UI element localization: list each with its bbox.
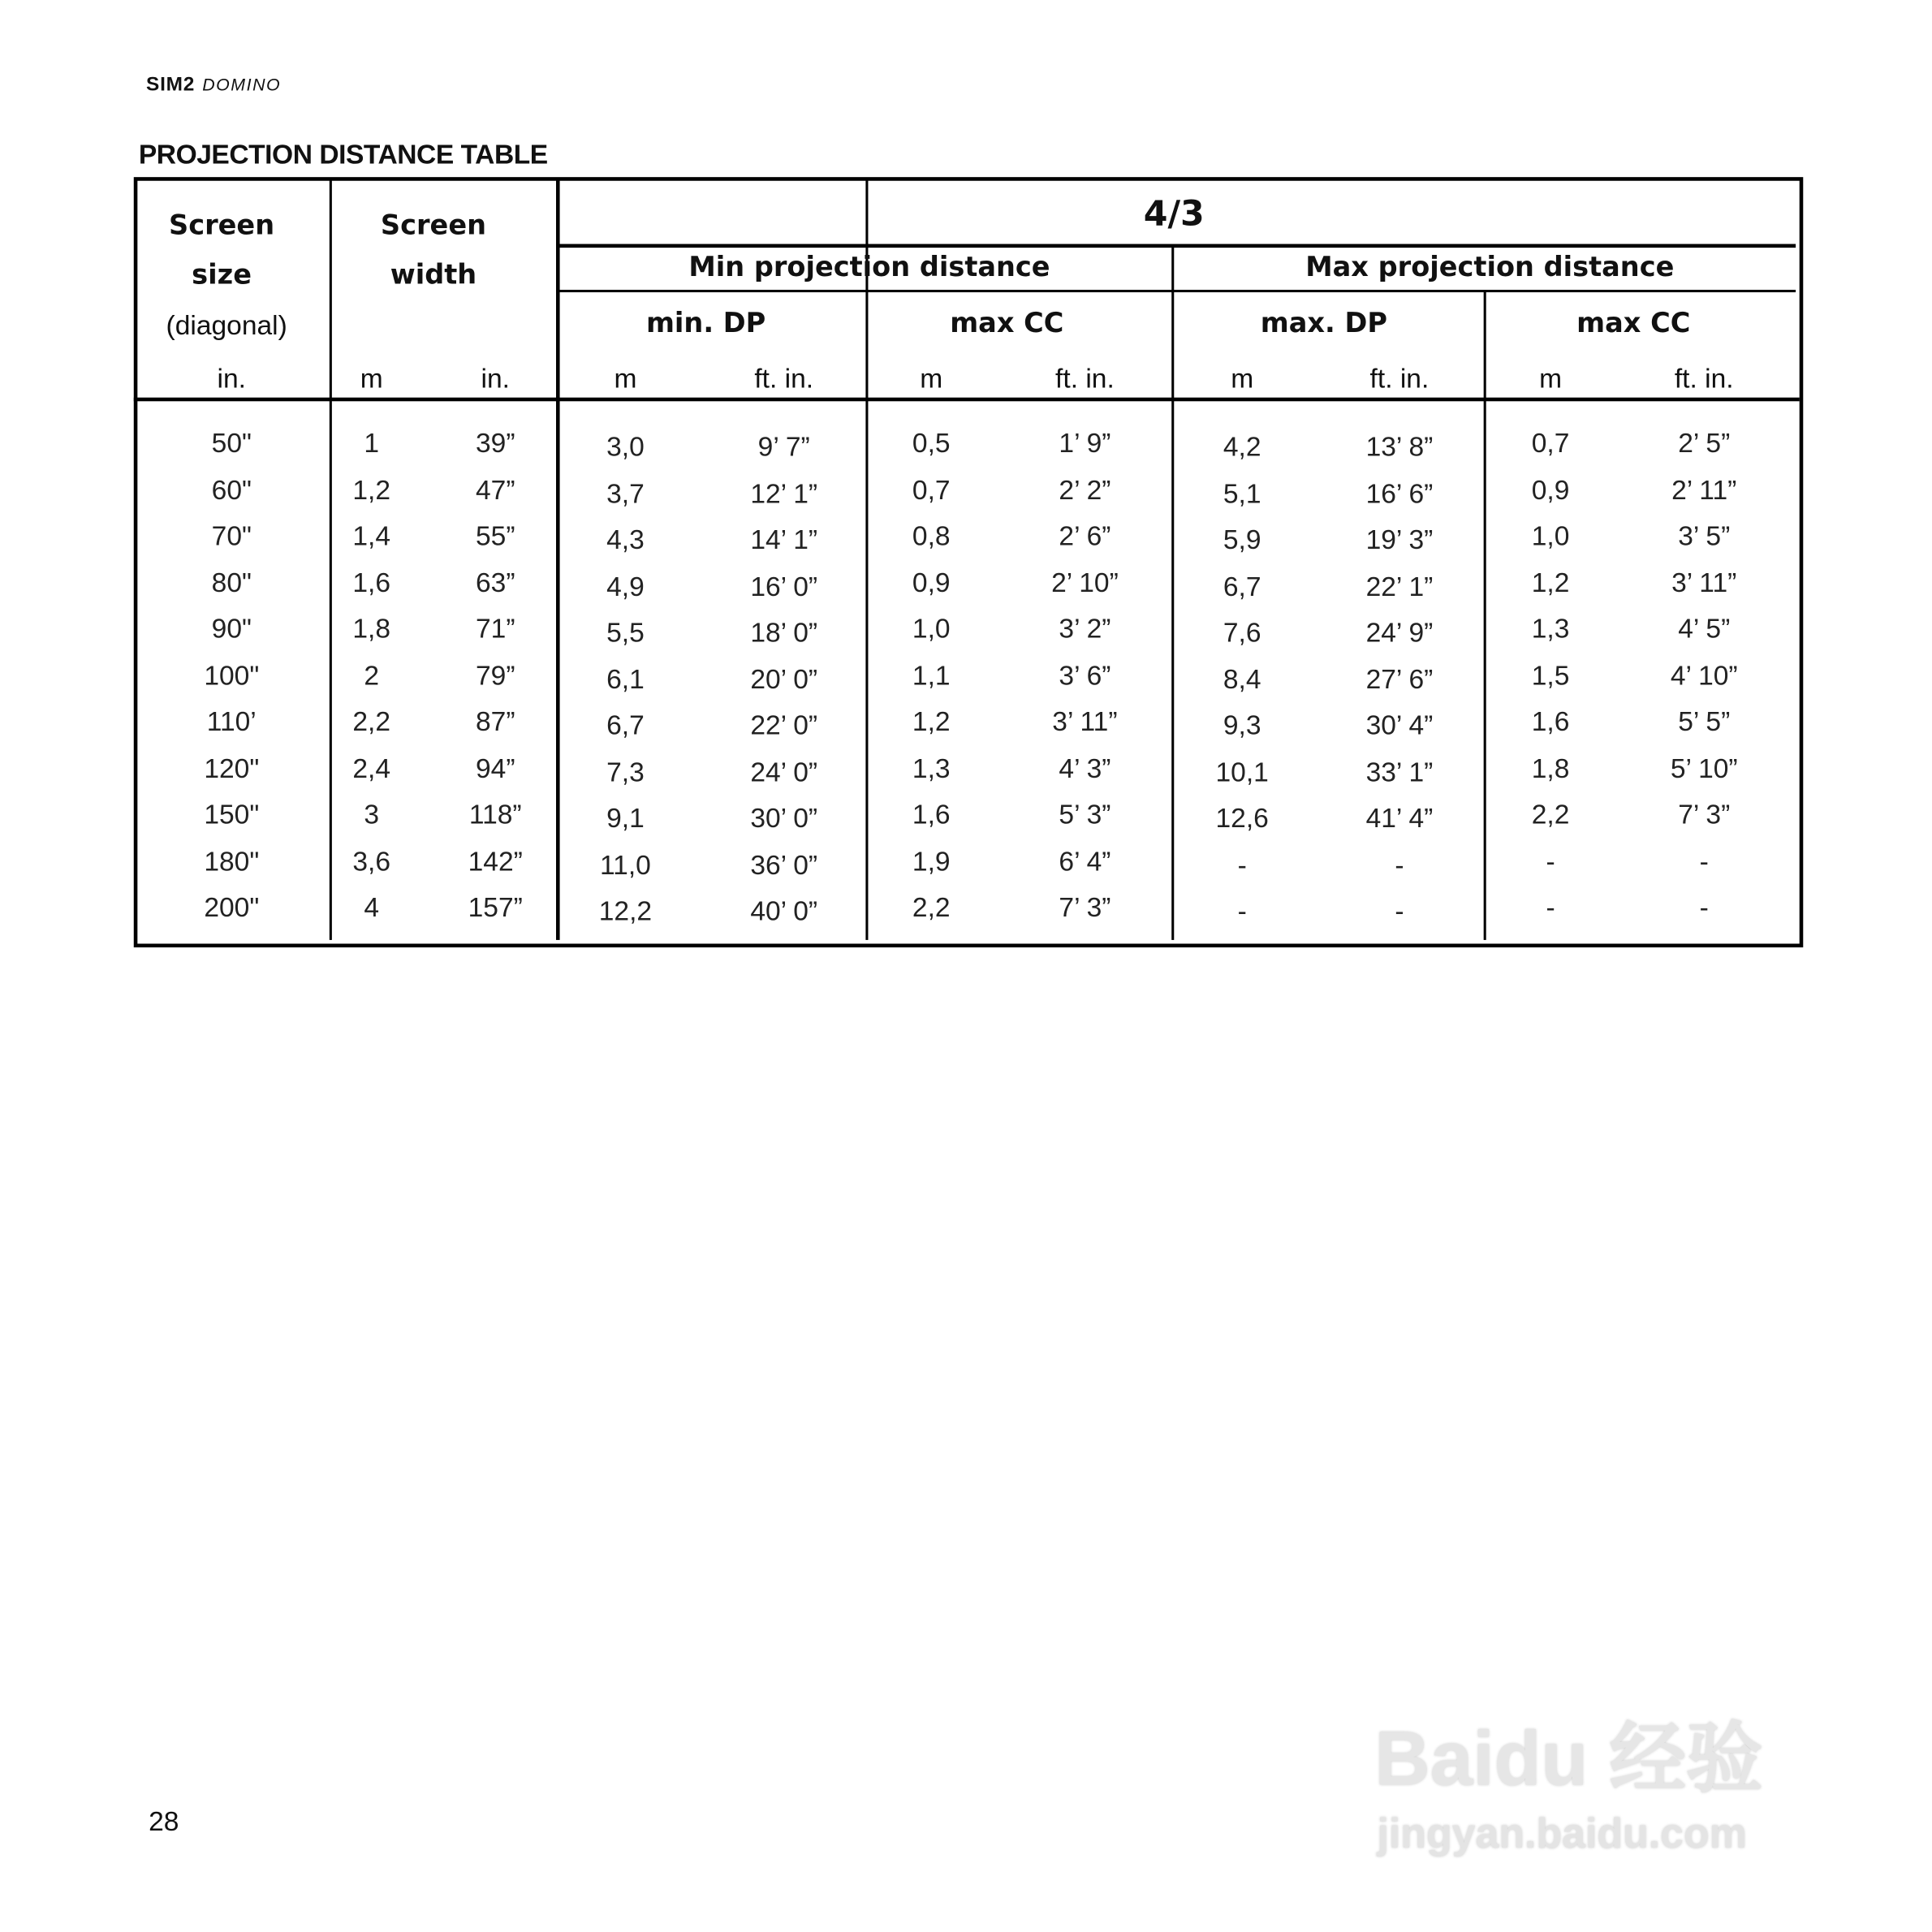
- table-cell: -: [1237, 848, 1247, 880]
- table-cell: 4’ 5”: [1678, 613, 1731, 645]
- table-cell: -: [1699, 891, 1709, 923]
- table-cell: 4’ 3”: [1059, 752, 1111, 783]
- table-cell: 47”: [475, 473, 515, 505]
- table-cell: 3’ 11”: [1671, 566, 1737, 598]
- table-cell: 0,9: [912, 566, 951, 598]
- table-cell: 7’ 3”: [1678, 799, 1731, 830]
- unit-label: ft. in.: [754, 363, 814, 395]
- table-cell: 3’ 11”: [1052, 705, 1118, 737]
- table-cell: 33’ 1”: [1365, 756, 1434, 787]
- subheader: min. DP: [645, 308, 766, 340]
- table-cell: 24’ 9”: [1365, 616, 1434, 648]
- table-cell: 71”: [475, 613, 515, 645]
- table-cell: 3: [364, 799, 380, 830]
- table-cell: 2’ 6”: [1059, 520, 1111, 551]
- table-cell: 4,9: [606, 570, 645, 602]
- table-cell: -: [1546, 891, 1555, 923]
- table-cell: 0,7: [912, 473, 951, 505]
- table-cell: 0,7: [1531, 427, 1570, 459]
- table-cell: 1,6: [352, 566, 391, 598]
- table-cell: 1: [364, 427, 380, 459]
- table-cell: 16’ 6”: [1365, 477, 1434, 509]
- table-cell: 14’ 1”: [750, 524, 818, 555]
- table-cell: 1,0: [912, 613, 951, 645]
- table-cell: 1,6: [912, 799, 951, 830]
- brand-logo: [146, 75, 281, 97]
- table-cell: 5,1: [1223, 477, 1261, 509]
- unit-label: ft. in.: [1055, 363, 1115, 395]
- table-cell: 1,2: [912, 705, 951, 737]
- table-cell: 12’ 1”: [750, 477, 818, 509]
- table-cell: 1,2: [352, 473, 391, 505]
- table-cell: 12,2: [598, 895, 653, 927]
- unit-label: m: [1231, 363, 1254, 395]
- table-cell: 0,9: [1531, 473, 1570, 505]
- column-divider: [556, 179, 560, 940]
- table-cell: 2’ 10”: [1051, 566, 1119, 598]
- table-cell: 3,7: [606, 477, 645, 509]
- table-cell: 22’ 1”: [1365, 570, 1434, 602]
- table-cell: -: [1237, 895, 1247, 927]
- column-divider: [865, 179, 868, 940]
- table-cell: 1,0: [1531, 520, 1570, 551]
- unit-label: in.: [217, 363, 247, 395]
- table-cell: 20’ 0”: [750, 662, 818, 695]
- table-cell: 6,7: [1223, 570, 1261, 602]
- table-cell: 1,6: [1531, 705, 1570, 737]
- table-cell: 30’ 4”: [1365, 709, 1434, 741]
- table-cell: 5’ 3”: [1059, 799, 1111, 830]
- watermark-url: jingyan.baidu.com: [1377, 1810, 1747, 1858]
- table-cell: -: [1546, 845, 1555, 877]
- header-divider: [556, 244, 1796, 248]
- table-cell: 9’ 7”: [757, 430, 810, 463]
- projection-distance-table: [134, 177, 1804, 947]
- brand-name: SIM2: [146, 74, 196, 96]
- table-cell: 2,2: [352, 705, 391, 737]
- table-cell: 110’: [206, 705, 257, 737]
- table-cell: 142”: [468, 845, 523, 877]
- table-cell: 3’ 5”: [1678, 520, 1731, 551]
- unit-label: m: [614, 363, 637, 395]
- table-cell: 0,8: [912, 520, 951, 551]
- table-cell: 7,3: [606, 756, 645, 787]
- table-cell: 2,2: [1531, 799, 1570, 830]
- table-cell: 50": [211, 427, 252, 459]
- unit-label: m: [360, 363, 383, 395]
- table-cell: 120": [204, 752, 260, 783]
- table-cell: 63”: [475, 566, 515, 598]
- header-screen-size: (diagonal): [166, 309, 287, 341]
- table-cell: 2’ 5”: [1678, 427, 1731, 459]
- column-divider: [330, 179, 332, 940]
- table-cell: 6,1: [606, 662, 645, 695]
- table-cell: 19’ 3”: [1365, 524, 1434, 555]
- watermark: Baidu 经验: [1374, 1716, 1763, 1802]
- table-cell: 3,0: [606, 430, 645, 463]
- table-cell: 1,5: [1531, 659, 1570, 691]
- table-cell: 2’ 2”: [1059, 473, 1111, 505]
- table-cell: 1,3: [912, 752, 951, 783]
- table-cell: 6,7: [606, 709, 645, 741]
- table-cell: 3’ 6”: [1059, 659, 1111, 691]
- table-cell: 5’ 10”: [1670, 752, 1738, 783]
- table-cell: 30’ 0”: [750, 802, 818, 834]
- subheader: max. DP: [1260, 308, 1387, 340]
- header-aspect: 4/3: [1143, 192, 1205, 235]
- table-cell: 40’ 0”: [750, 895, 818, 927]
- table-cell: 7,6: [1223, 616, 1261, 648]
- table-cell: 8,4: [1223, 662, 1261, 695]
- table-cell: 2: [364, 659, 380, 691]
- table-cell: -: [1395, 848, 1404, 880]
- table-cell: 5,9: [1223, 524, 1261, 555]
- table-cell: 24’ 0”: [750, 756, 818, 787]
- column-divider: [1484, 291, 1486, 940]
- table-cell: 18’ 0”: [750, 616, 818, 648]
- table-cell: 6’ 4”: [1059, 845, 1111, 877]
- table-cell: 4,3: [606, 524, 645, 555]
- table-cell: 9,1: [606, 802, 645, 834]
- table-cell: 87”: [475, 705, 515, 737]
- table-cell: 79”: [475, 659, 515, 691]
- header-screen-size: Screen: [169, 210, 275, 242]
- unit-label: ft. in.: [1674, 363, 1734, 395]
- header-screen-width: Screen: [380, 210, 486, 242]
- header-divider: [556, 290, 1796, 292]
- column-divider: [1171, 245, 1174, 940]
- table-cell: 5,5: [606, 616, 645, 648]
- header-min-distance: Min projection distance: [688, 252, 1050, 284]
- table-cell: 12,6: [1215, 802, 1269, 834]
- table-cell: 2,4: [352, 752, 391, 783]
- table-cell: 36’ 0”: [750, 848, 818, 880]
- table-cell: 180": [204, 845, 260, 877]
- table-cell: 55”: [475, 520, 515, 551]
- table-cell: 150": [204, 799, 260, 830]
- model-name: DOMINO: [202, 74, 282, 94]
- header-screen-size: size: [192, 260, 252, 291]
- table-cell: 0,5: [912, 427, 951, 459]
- table-cell: 1,8: [352, 613, 391, 645]
- page-number: 28: [149, 1805, 179, 1837]
- table-cell: 39”: [475, 427, 515, 459]
- table-cell: 2,2: [912, 891, 951, 923]
- table-cell: 1,1: [912, 659, 951, 691]
- unit-label: ft. in.: [1369, 363, 1430, 395]
- table-cell: 118”: [468, 799, 522, 830]
- table-cell: 1,8: [1531, 752, 1570, 783]
- header-screen-width: width: [390, 260, 477, 291]
- page-title: PROJECTION DISTANCE TABLE: [138, 138, 548, 170]
- table-cell: 90": [211, 613, 252, 645]
- table-cell: 2’ 11”: [1671, 473, 1737, 505]
- table-cell: 5’ 5”: [1678, 705, 1731, 737]
- table-cell: 4’ 10”: [1670, 659, 1738, 691]
- table-cell: 7’ 3”: [1059, 891, 1111, 923]
- table-cell: 4,2: [1223, 430, 1261, 463]
- header-max-distance: Max projection distance: [1305, 252, 1675, 284]
- table-cell: 3’ 2”: [1059, 613, 1111, 645]
- table-cell: 80": [211, 566, 252, 598]
- table-cell: 70": [211, 520, 252, 551]
- table-cell: 200": [204, 891, 260, 923]
- subheader: max CC: [1576, 308, 1691, 340]
- table-cell: 10,1: [1215, 756, 1269, 787]
- table-cell: 11,0: [600, 848, 651, 880]
- subheader: max CC: [950, 308, 1064, 340]
- table-cell: 9,3: [1223, 709, 1261, 741]
- table-cell: 22’ 0”: [750, 709, 818, 741]
- table-cell: -: [1699, 845, 1709, 877]
- unit-label: m: [920, 363, 943, 395]
- table-cell: 60": [211, 473, 252, 505]
- table-cell: 13’ 8”: [1365, 430, 1434, 463]
- table-cell: 1,4: [352, 520, 391, 551]
- table-cell: 100": [204, 659, 260, 691]
- table-cell: 1,2: [1531, 566, 1570, 598]
- unit-label: m: [1539, 363, 1563, 395]
- table-cell: 157”: [468, 891, 523, 923]
- table-cell: 3,6: [352, 845, 391, 877]
- table-cell: 94”: [475, 752, 515, 783]
- table-cell: 1,9: [912, 845, 951, 877]
- table-cell: 27’ 6”: [1365, 662, 1434, 695]
- table-cell: 1,3: [1531, 613, 1570, 645]
- table-cell: 16’ 0”: [750, 570, 818, 602]
- table-cell: 41’ 4”: [1365, 802, 1434, 834]
- table-cell: 4: [364, 891, 380, 923]
- table-cell: 1’ 9”: [1059, 427, 1111, 459]
- table-cell: -: [1395, 895, 1404, 927]
- header-divider: [134, 398, 1800, 402]
- unit-label: in.: [481, 363, 510, 395]
